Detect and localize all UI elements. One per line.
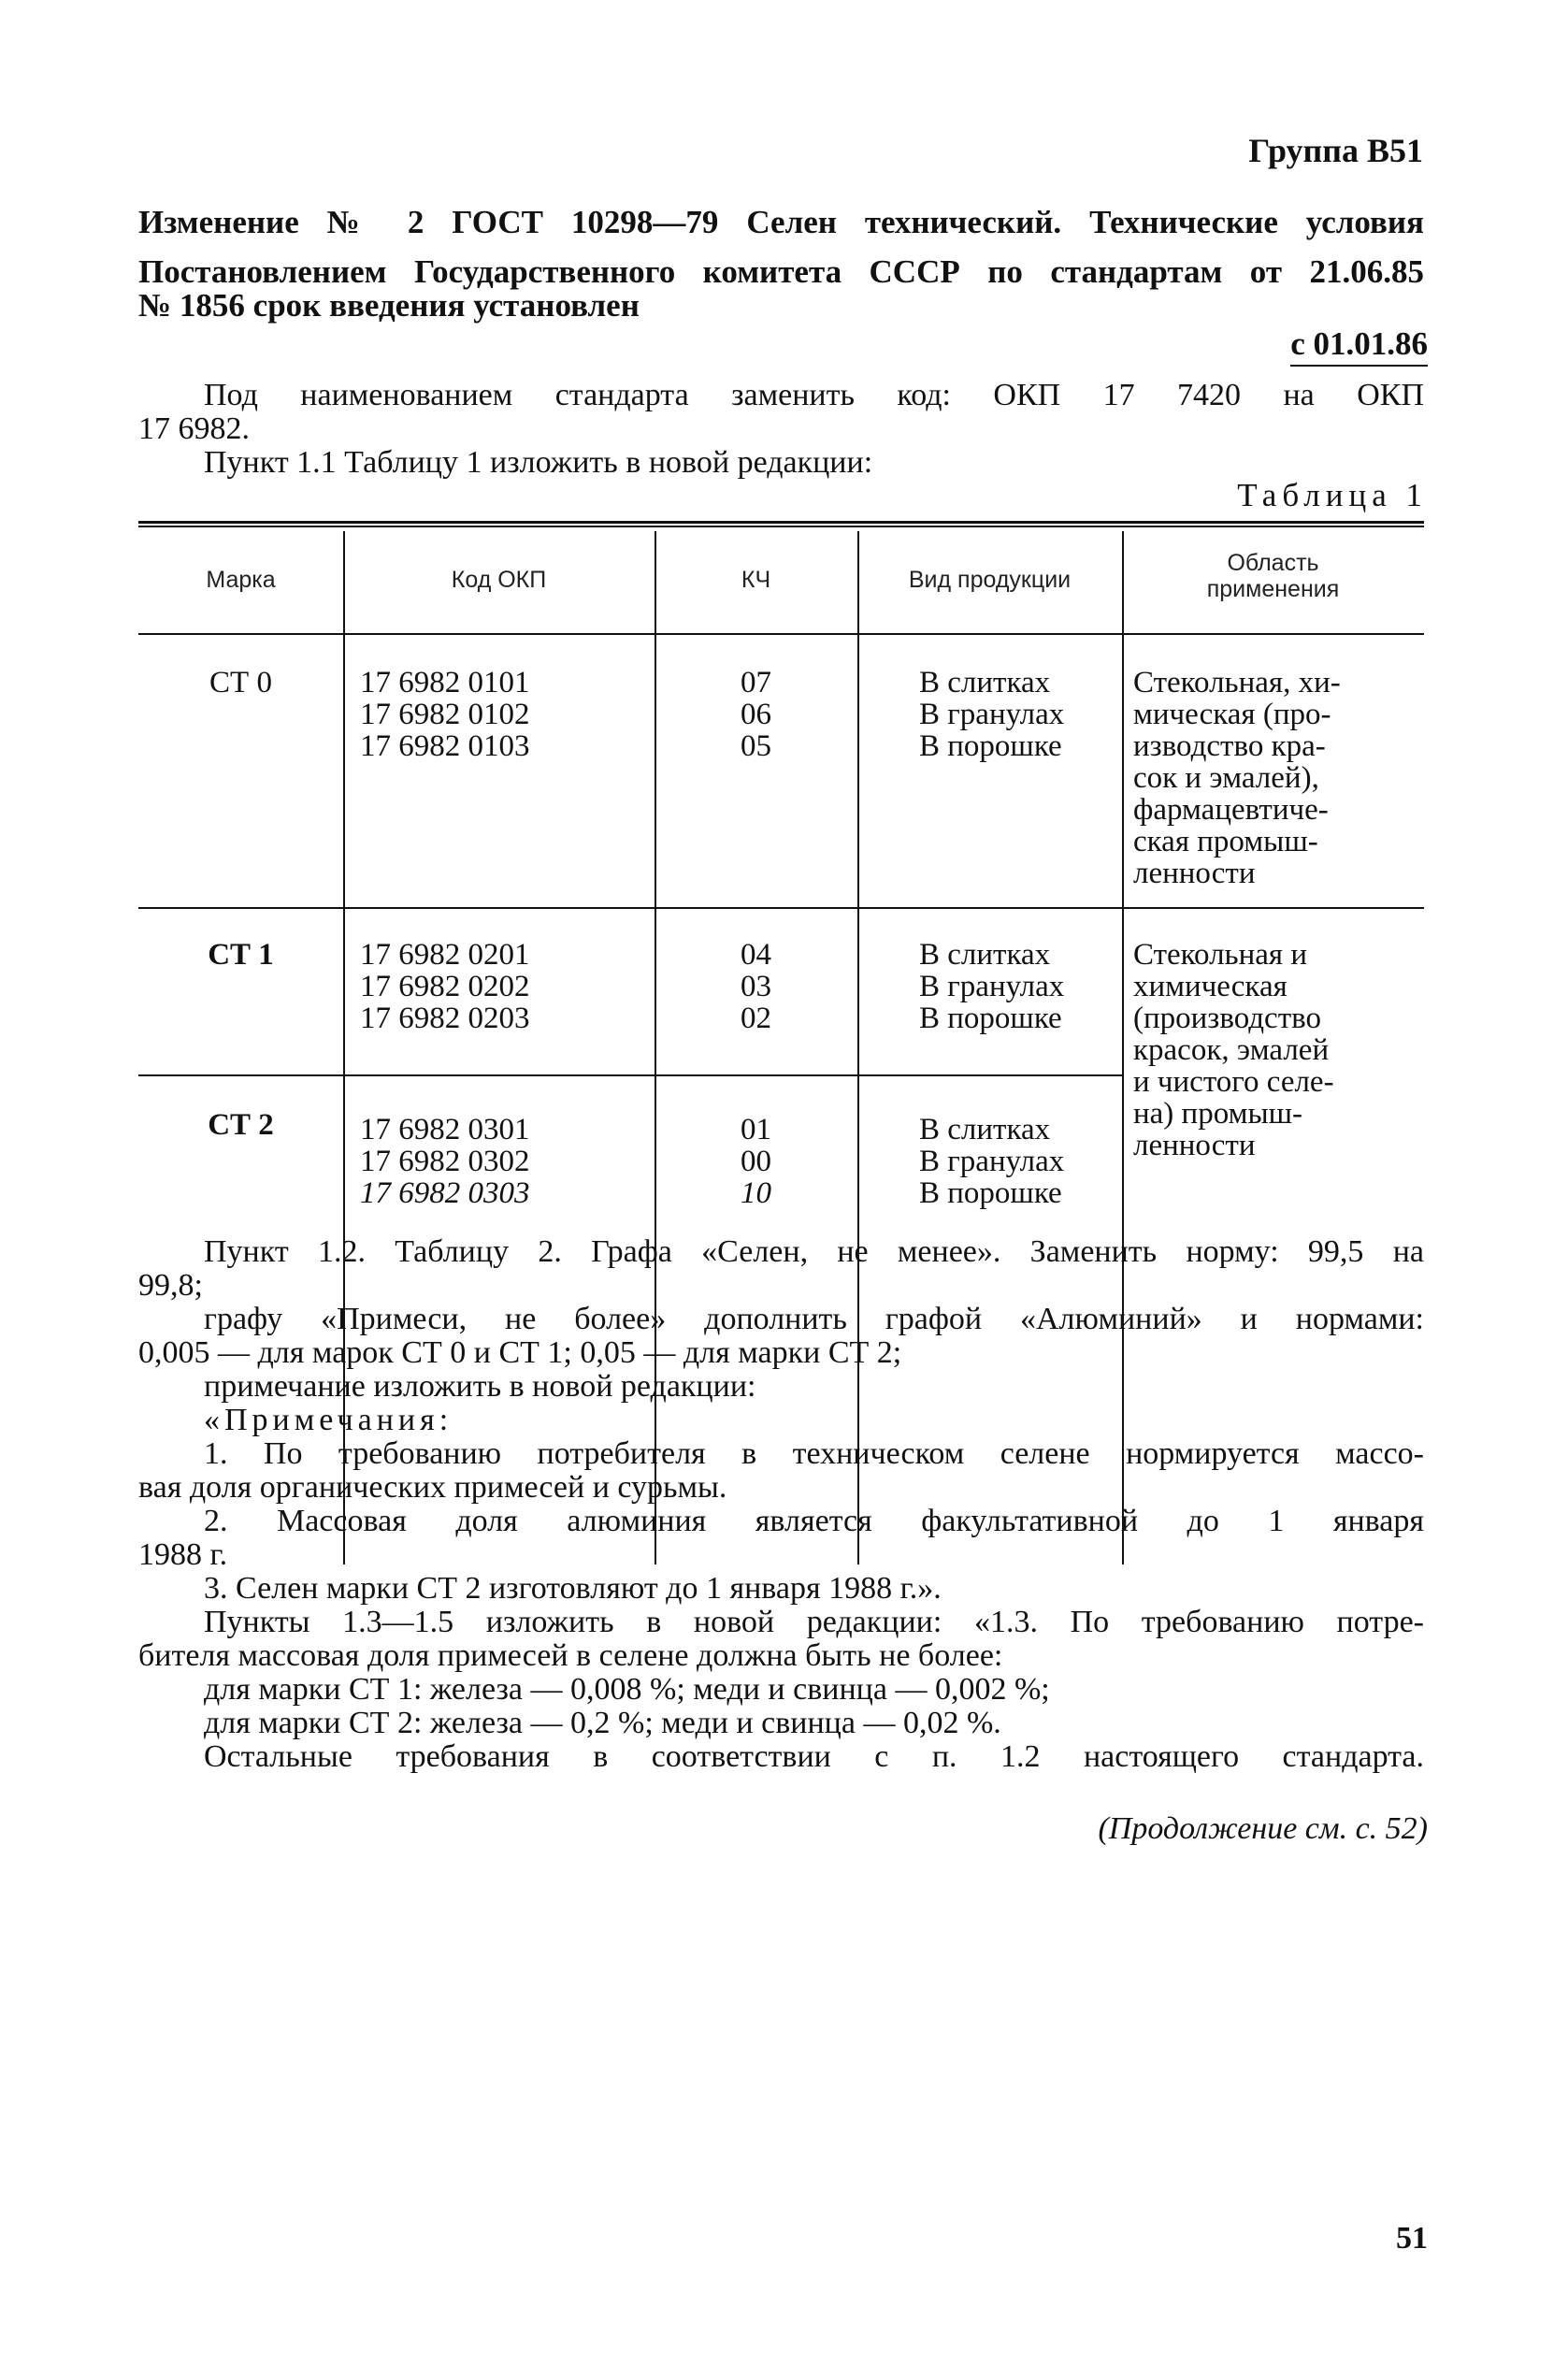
area-ct12-3: (производство — [1133, 1002, 1321, 1035]
area-ct0-6: ская промыш- — [1133, 825, 1318, 858]
kind-ct0-1: В слитках — [919, 666, 1051, 699]
area-ct0-4: сок и эмалей), — [1133, 761, 1319, 795]
area-ct12-7: ленности — [1133, 1129, 1256, 1162]
area-ct0-1: Стекольная, хи- — [1133, 666, 1341, 699]
kch-ct1-1: 04 — [741, 938, 771, 972]
kch-ct1-3: 02 — [741, 1002, 771, 1035]
code-ct0-3: 17 6982 0103 — [360, 729, 530, 763]
area-ct12-5: и чистого селе- — [1133, 1065, 1334, 1099]
notes-heading: «Примечания: — [204, 1403, 453, 1437]
table-header-rule — [138, 633, 1424, 635]
area-ct0-3: изводство кра- — [1133, 729, 1326, 763]
kch-ct0-1: 07 — [741, 666, 771, 699]
code-ct2-2: 17 6982 0302 — [360, 1145, 530, 1178]
area-ct0-5: фармацевтиче- — [1133, 793, 1329, 827]
p8-line: Остальные требования в соответствии с п. 1.2 настоящего стандарта. — [204, 1739, 1424, 1774]
p5-line-2: бителя массовая доля примесей в селене должна быть не более: — [138, 1638, 1003, 1673]
p5-line-1: Пункты 1.3—1.5 изложить в новой редакции: «1.3. По требованию потре- — [204, 1605, 1424, 1639]
area-ct12-2: химическая — [1133, 970, 1287, 1003]
change-title: Изменение № 2 ГОСТ 10298—79 Селен технический. Технические условия — [138, 204, 1424, 240]
kch-ct0-2: 06 — [741, 698, 771, 731]
row-mark-ct2: СТ 2 — [208, 1108, 274, 1142]
kind-ct1-2: В гранулах — [919, 970, 1065, 1003]
kch-ct1-2: 03 — [741, 970, 771, 1003]
p3-line: примечание изложить в новой редакции: — [204, 1369, 756, 1404]
p1-line-1: Пункт 1.2. Таблицу 2. Графа «Селен, не менее». Заменить норму: 99,5 на — [204, 1234, 1424, 1269]
area-ct12-6: на) промыш- — [1133, 1097, 1303, 1131]
note-1-line-2: вая доля органических примесей и сурьмы. — [138, 1470, 727, 1505]
area-ct0-2: мическая (про- — [1133, 698, 1331, 731]
row-mark-ct0: СТ 0 — [209, 666, 272, 699]
kind-ct2-3: В порошке — [919, 1176, 1062, 1210]
code-ct1-3: 17 6982 0203 — [360, 1002, 530, 1035]
table-top-rule-2 — [138, 526, 1424, 527]
decree-line-2: № 1856 срок введения установлен — [138, 287, 640, 324]
area-ct12-1: Стекольная и — [1133, 938, 1307, 972]
decree-line: Постановлением Государственного комитета СССР по стандартам от 21.06.85 — [138, 253, 1424, 290]
intro-line-2: 17 6982. — [138, 411, 250, 446]
col-rule-4 — [1122, 531, 1124, 1564]
code-ct2-1: 17 6982 0301 — [360, 1113, 530, 1146]
kind-ct2-1: В слитках — [919, 1113, 1051, 1146]
p7-line: для марки СТ 2: железа — 0,2 %; меди и свинца — 0,02 %. — [204, 1706, 1001, 1740]
code-ct0-1: 17 6982 0101 — [360, 666, 530, 699]
row-mark-ct1: СТ 1 — [208, 938, 274, 972]
row-separator-1 — [138, 907, 1424, 909]
continuation-note: (Продолжение см. с. 52) — [1098, 1811, 1428, 1846]
header-application-area-2: применения — [1206, 576, 1340, 602]
code-ct0-2: 17 6982 0102 — [360, 698, 530, 731]
note-3: 3. Селен марки СТ 2 изготовляют до 1 января 1988 г.». — [204, 1571, 942, 1606]
kind-ct1-3: В порошке — [919, 1002, 1062, 1035]
header-application-area-1: Область — [1227, 550, 1319, 576]
header-mark: Марка — [206, 567, 276, 593]
kind-ct1-1: В слитках — [919, 938, 1051, 972]
kind-ct2-2: В гранулах — [919, 1145, 1065, 1178]
note-1-line-1: 1. По требованию потребителя в техническом селене нормируется массо- — [204, 1436, 1424, 1471]
kch-ct2-3: 10 — [741, 1176, 771, 1210]
table-top-rule — [138, 521, 1424, 524]
code-ct1-2: 17 6982 0202 — [360, 970, 530, 1003]
intro-line-1: Под наименованием стандарта заменить код: ОКП 17 7420 на ОКП — [204, 378, 1424, 412]
p6-line: для марки СТ 1: железа — 0,008 %; меди и свинца — 0,002 %; — [204, 1672, 1050, 1707]
code-ct2-3: 17 6982 0303 — [360, 1176, 530, 1210]
intro-line-3: Пункт 1.1 Таблицу 1 изложить в новой редакции: — [204, 445, 873, 480]
p2-line-1: графу «Примеси, не более» дополнить графой «Алюминий» и нормами: — [204, 1302, 1424, 1336]
header-product-kind: Вид продукции — [908, 567, 1072, 593]
note-2-line-2: 1988 г. — [138, 1537, 228, 1572]
col-rule-3 — [857, 531, 859, 1564]
p1-line-2: 99,8; — [138, 1268, 203, 1303]
code-ct1-1: 17 6982 0201 — [360, 938, 530, 972]
kind-ct0-2: В гранулах — [919, 698, 1065, 731]
kch-ct2-2: 00 — [741, 1145, 771, 1178]
area-ct0-7: ленности — [1133, 857, 1256, 890]
table-caption: Таблица 1 — [1237, 477, 1428, 513]
kch-ct0-3: 05 — [741, 729, 771, 763]
kch-ct2-1: 01 — [741, 1113, 771, 1146]
header-kch: КЧ — [741, 567, 771, 593]
group-label: Группа В51 — [1248, 132, 1423, 169]
page-number: 51 — [1396, 2221, 1428, 2256]
p2-line-2: 0,005 — для марок СТ 0 и СТ 1; 0,05 — для марки СТ 2; — [138, 1335, 902, 1370]
row-separator-2 — [138, 1074, 1123, 1076]
area-ct12-4: красок, эмалей — [1133, 1033, 1330, 1067]
kind-ct0-3: В порошке — [919, 729, 1062, 763]
header-okp-code: Код ОКП — [451, 567, 547, 593]
effective-date: с 01.01.86 — [1290, 325, 1428, 367]
note-2-line-1: 2. Массовая доля алюминия является факультативной до 1 января — [204, 1504, 1424, 1538]
